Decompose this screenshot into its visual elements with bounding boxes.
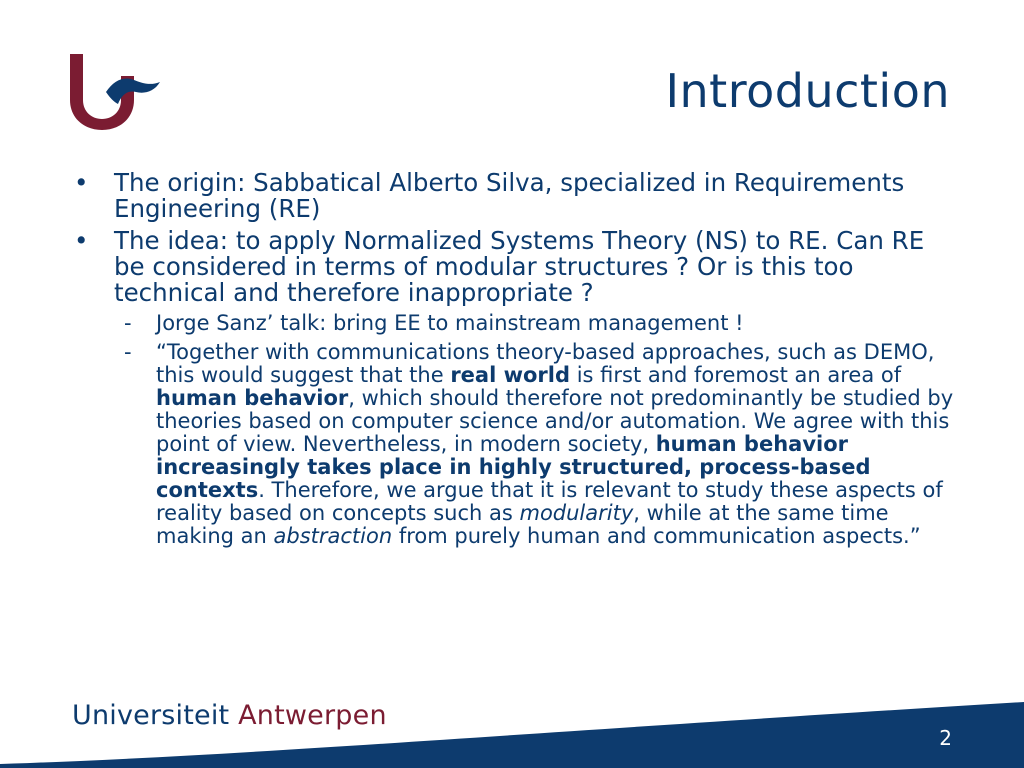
slide-title: Introduction bbox=[665, 64, 950, 118]
italic-abstraction: abstraction bbox=[273, 524, 393, 548]
sub-bullet-marker: - bbox=[124, 340, 132, 364]
quote-part: is first and foremost an area of bbox=[570, 363, 902, 387]
university-word-2: Antwerpen bbox=[238, 700, 387, 731]
sub-bullet-item bbox=[124, 341, 960, 548]
quote-part: , which should therefore not predominantly be studied by theories based on computer science and/or automation. We agree with this point of view. Nevertheless, in modern society, bbox=[156, 386, 954, 456]
bullet-text: The origin: Sabbatical Alberto Silva, specialized in Requirements Engineering (RE) bbox=[114, 168, 905, 223]
emphasis-human-behavior: human behavior bbox=[156, 386, 349, 410]
bullet-text: The idea: to apply Normalized Systems Theory (NS) to RE. Can RE be considered in terms of modular structures ? Or is this too technical and therefore inappropriate ? bbox=[114, 226, 925, 307]
sub-bullet-text: Jorge Sanz’ talk: bring EE to mainstream management ! bbox=[156, 311, 744, 335]
quote-part: from purely human and communication aspects.” bbox=[392, 524, 921, 548]
bullet-item bbox=[70, 228, 960, 306]
quote-part: “Together with communications theory-based approaches, such as DEMO, this would suggest that the bbox=[156, 340, 935, 387]
sub-bullet-item bbox=[124, 312, 960, 335]
slide-content bbox=[70, 170, 960, 554]
page-number: 2 bbox=[939, 726, 952, 750]
italic-modularity: modularity bbox=[519, 501, 634, 525]
university-word-1: Universiteit bbox=[72, 700, 230, 731]
bullet-marker: • bbox=[74, 226, 89, 255]
quote-part: . Therefore, we argue that it is relevant to study these aspects of reality based on concepts such as bbox=[156, 478, 943, 525]
sub-bullet-marker: - bbox=[124, 311, 132, 335]
bullet-marker: • bbox=[74, 168, 89, 197]
quote-text bbox=[156, 341, 960, 548]
emphasis-real-world: real world bbox=[450, 363, 571, 387]
emphasis-structured-contexts: human behavior increasingly takes place in highly structured, process-based contexts bbox=[156, 432, 871, 502]
quote-part: , while at the same time making an bbox=[156, 501, 889, 548]
university-name bbox=[72, 700, 387, 731]
bullet-item bbox=[70, 170, 960, 222]
university-logo-icon bbox=[68, 52, 163, 132]
